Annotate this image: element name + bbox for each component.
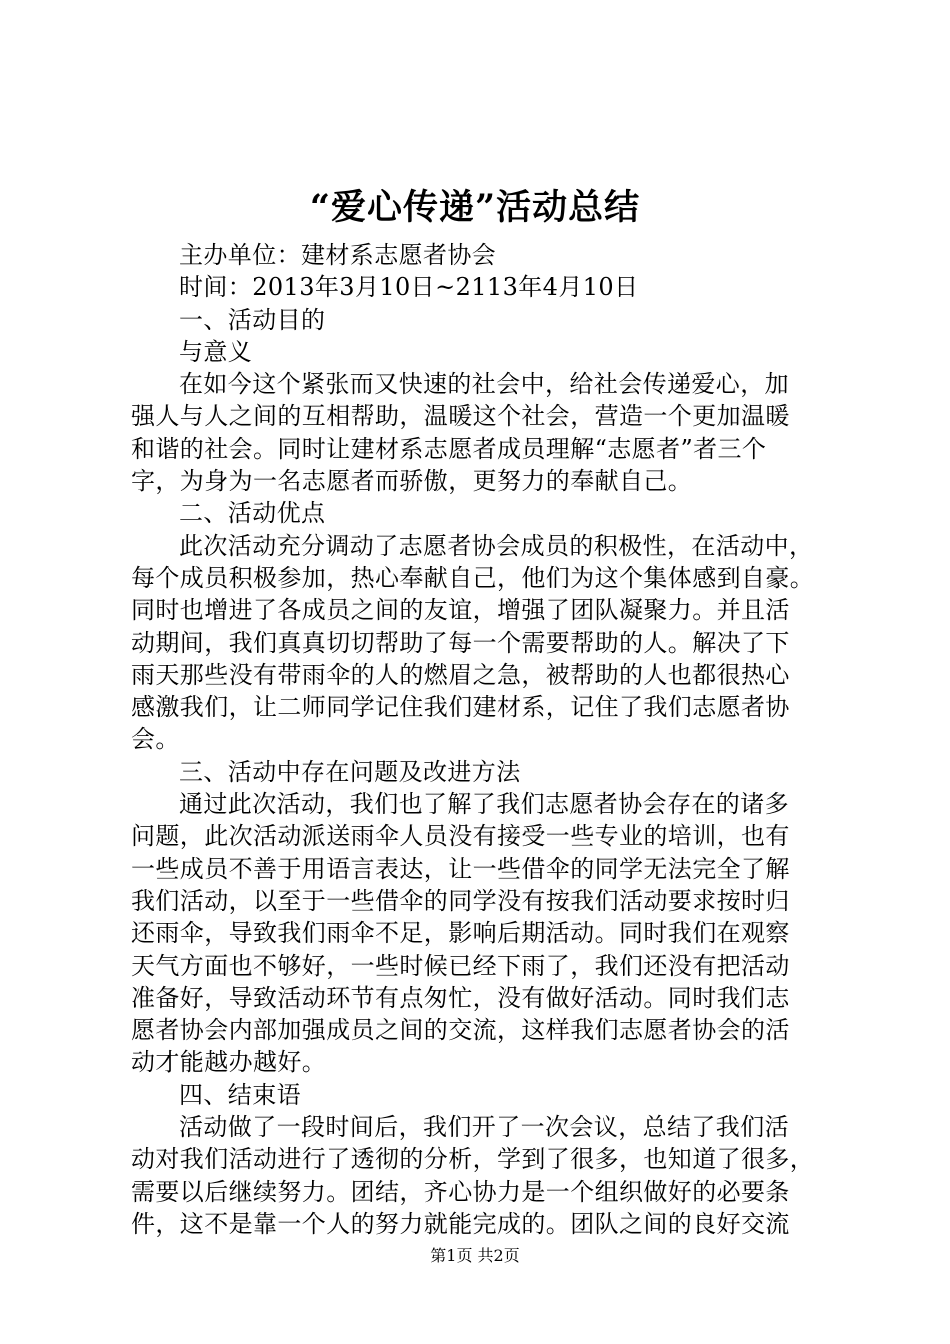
text-line: 活动做了一段时间后，我们开了一次会议，总结了我们活: [179, 1113, 789, 1142]
text-line: 件，这不是靠一个人的努力就能完成的。团队之间的良好交流: [131, 1209, 790, 1238]
text-line: 时间：2013年3月10日~2113年4月10日: [179, 273, 639, 302]
document-body: [131, 239, 835, 1240]
text-line: 此次活动充分调动了志愿者协会成员的积极性，在活动中，: [179, 531, 814, 560]
text-line: 通过此次活动，我们也了解了我们志愿者协会存在的诸多: [179, 790, 789, 819]
text-line: 愿者协会内部加强成员之间的交流，这样我们志愿者协会的活: [131, 1016, 790, 1045]
text-line: 二、活动优点: [179, 499, 326, 528]
text-line: 还雨伞，导致我们雨伞不足，影响后期活动。同时我们在观察: [131, 919, 790, 948]
text-line: 字，为身为一名志愿者而骄傲，更努力的奉献自己。: [131, 467, 693, 496]
text-line: 雨天那些没有带雨伞的人的燃眉之急，被帮助的人也都很热心: [131, 660, 790, 689]
text-line: 强人与人之间的互相帮助，温暖这个社会，营造一个更加温暖: [131, 402, 790, 431]
text-line: 需要以后继续努力。团结，齐心协力是一个组织做好的必要条: [131, 1177, 790, 1206]
text-line: 主办单位：建材系志愿者协会: [179, 241, 497, 269]
text-line: 一、活动目的: [179, 305, 326, 334]
text-line: 感激我们，让二师同学记住我们建材系，记住了我们志愿者协: [131, 693, 790, 722]
text-line: 天气方面也不够好，一些时候已经下雨了，我们还没有把活动: [131, 951, 790, 980]
text-line: 与意义: [179, 337, 253, 366]
text-line: 同时也增进了各成员之间的友谊，增强了团队凝聚力。并且活: [131, 596, 790, 625]
text-line: 动才能越办越好。: [131, 1048, 327, 1077]
text-line: 问题，此次活动派送雨伞人员没有接受一些专业的培训，也有: [131, 822, 790, 851]
document-title: “爱心传递”活动总结: [309, 187, 641, 228]
text-line: 会。: [131, 725, 180, 754]
text-line: 每个成员积极参加，热心奉献自己，他们为这个集体感到自豪。: [131, 563, 815, 592]
text-line: 准备好，导致活动环节有点匆忙，没有做好活动。同时我们志: [131, 983, 790, 1012]
text-line: 四、结束语: [179, 1080, 301, 1109]
text-line: 在如今这个紧张而又快速的社会中，给社会传递爱心，加: [179, 370, 789, 399]
text-line: 和谐的社会。同时让建材系志愿者成员理解“志愿者”者三个: [131, 434, 767, 463]
page-footer: 第1页 共2页: [430, 1246, 520, 1265]
text-line: 动期间，我们真真切切帮助了每一个需要帮助的人。解决了下: [131, 628, 790, 657]
text-line: 一些成员不善于用语言表达，让一些借伞的同学无法完全了解: [131, 854, 790, 883]
text-line: 三、活动中存在问题及改进方法: [179, 757, 521, 786]
text-line: 我们活动，以至于一些借伞的同学没有按我们活动要求按时归: [131, 886, 790, 915]
text-line: 动对我们活动进行了透彻的分析，学到了很多，也知道了很多，: [131, 1145, 815, 1174]
